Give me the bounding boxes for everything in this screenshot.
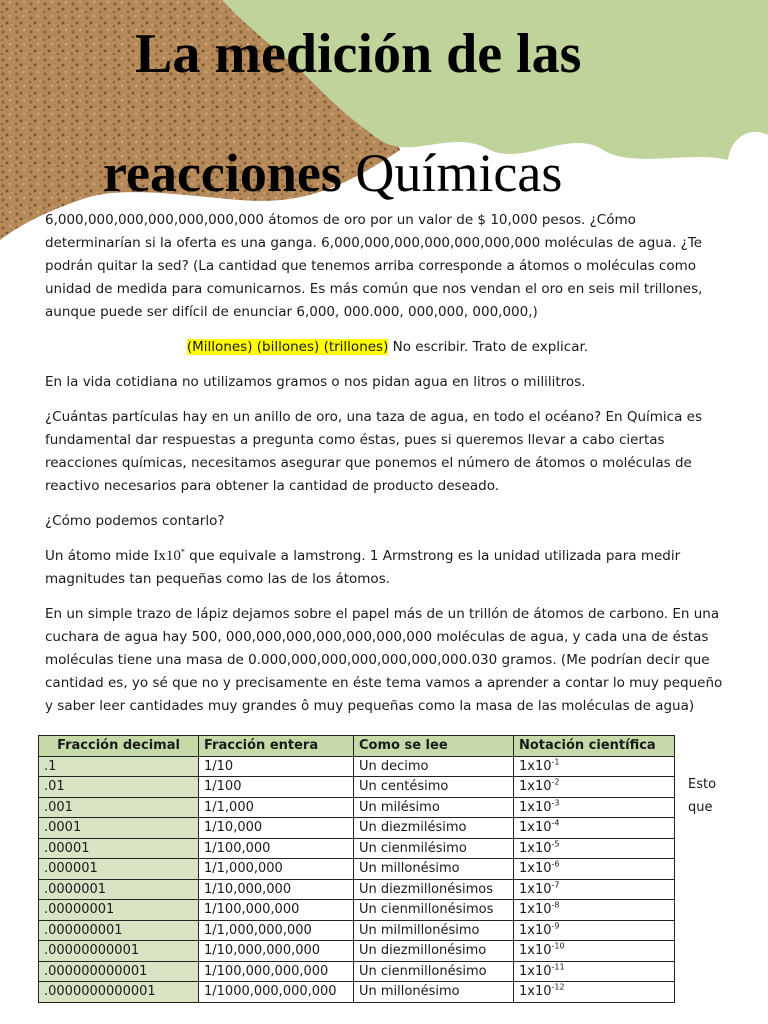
cell-integer-fraction: 1/100 [199,777,354,798]
table-header-row [39,736,675,757]
paragraph-daily-life: En la vida cotidiana no utilizamos gramos o nos pidan agua en litros o mililitros. [45,374,586,390]
cell-how-to-read: Un centésimo [354,777,514,798]
cell-decimal-fraction: .00000001 [39,900,199,921]
paragraph-pencil: En un simple trazo de lápiz dejamos sobre el papel más de un trillón de átomos de carbono. En una cuchara de agua hay 500, 000,000,000,000,000,000,000 moléculas de agua, y cada una de éstas moléculas tiene una masa de 0.000,000,000,000,000,000,000.030 gramos. (Me podrían decir que cantidad es, yo sé que no y precisamente en éste tema vamos a aprender a contar lo muy pequeño y saber leer cantidades muy grandes ô muy pequeñas como la masa de las moléculas de agua) [45,606,723,714]
highlight-line-rest: No escribir. Trato de explicar. [388,339,589,355]
cell-decimal-fraction: .00000000001 [39,941,199,962]
cell-integer-fraction: 1/10,000 [199,818,354,839]
cell-how-to-read: Un diezmillonésimo [354,941,514,962]
cell-integer-fraction: 1/100,000,000 [199,900,354,921]
atom-size-value: Ix10 [153,548,181,564]
table-row [39,818,675,839]
cell-scientific-notation: $1x10^{-6}$ [514,859,675,880]
cell-scientific-notation: $1x10^{-3}$ [514,797,675,818]
cell-scientific-notation: $1x10^{-2}$ [514,777,675,798]
table-row [39,777,675,798]
paragraph-intro: 6,000,000,000,000,000,000,000 átomos de oro por un valor de $ 10,000 pesos. ¿Cómo determinarían si la oferta es una ganga. 6,000,000,000,000,000,000,000 moléculas de agua. ¿Te podrán quitar la sed? (La cantidad que tenemos arriba corresponde a átomos o moléculas como unidad de medida para comunicarnos. Es más común que nos vendan el oro en seis mil trillones, aunque puede ser difícil de enunciar 6,000, 000.000, 000,000, 000,000,) [45,212,703,320]
table-row [39,982,675,1003]
header-decimal-fraction: Fracción decimal [39,736,199,757]
table-row [39,961,675,982]
highlighted-text: (Millones) (billones) (trillones) [186,339,389,355]
table-row [39,756,675,777]
title-word-reacciones: reacciones [103,143,342,200]
title-line-1: La medición de las [135,23,582,85]
header-how-to-read: Como se lee [354,736,514,757]
cell-scientific-notation: $1x10^{-10}$ [514,941,675,962]
cell-integer-fraction: 1/100,000 [199,838,354,859]
cell-decimal-fraction: .000000000001 [39,961,199,982]
cell-integer-fraction: 1/10 [199,756,354,777]
table-row [39,838,675,859]
cell-decimal-fraction: .001 [39,797,199,818]
cell-scientific-notation: $1x10^{-8}$ [514,900,675,921]
cell-scientific-notation: $1x10^{-1}$ [514,756,675,777]
header-scientific-notation: Notación científica [514,736,675,757]
paragraph-question: ¿Cómo podemos contarlo? [45,513,225,529]
cell-decimal-fraction: .000000001 [39,920,199,941]
title-word-quimicas: Químicas [341,143,563,200]
cell-integer-fraction: 1/100,000,000,000 [199,961,354,982]
side-note-line-2: que [688,800,713,815]
cell-decimal-fraction: .0001 [39,818,199,839]
table-row [39,920,675,941]
table-row [39,879,675,900]
table-row [39,900,675,921]
cell-how-to-read: Un cienmillonésimo [354,961,514,982]
cell-how-to-read: Un diezmillonésimos [354,879,514,900]
cell-how-to-read: Un decimo [354,756,514,777]
cell-integer-fraction: 1/10,000,000,000 [199,941,354,962]
page-title [0,0,768,200]
cell-decimal-fraction: .01 [39,777,199,798]
cell-scientific-notation: $1x10^{-11}$ [514,961,675,982]
table-row [39,859,675,880]
title-line-2 [103,142,562,200]
cell-how-to-read: Un millonésimo [354,859,514,880]
cell-how-to-read: Un milésimo [354,797,514,818]
cell-integer-fraction: 1/1,000,000 [199,859,354,880]
cell-scientific-notation: $1x10^{-7}$ [514,879,675,900]
cell-scientific-notation: $1x10^{-4}$ [514,818,675,839]
cell-scientific-notation: $1x10^{-12}$ [514,982,675,1003]
fractions-table [38,735,675,1003]
side-note [688,773,716,819]
cell-scientific-notation: $1x10^{-5}$ [514,838,675,859]
paragraph-atom-size: Un átomo mide Ix10* que equivale a lamstrong. 1 Armstrong es la unidad utilizada para medir magnitudes tan pequeñas como las de los átomos. [45,547,681,587]
document-body [45,209,730,730]
highlight-line [45,336,730,359]
paragraph-particles: ¿Cuántas partículas hay en un anillo de oro, una taza de agua, en todo el océano? En Química es fundamental dar respuestas a pregunta como éstas, pues si queremos llevar a cabo ciertas reacciones químicas, necesitamos asegurar que ponemos el número de átomos o moléculas de reactivo necesarios para obtener la cantidad de producto deseado. [45,409,703,494]
cell-integer-fraction: 1/10,000,000 [199,879,354,900]
cell-integer-fraction: 1/1,000,000,000 [199,920,354,941]
cell-decimal-fraction: .1 [39,756,199,777]
cell-decimal-fraction: .000001 [39,859,199,880]
cell-how-to-read: Un cienmillonésimos [354,900,514,921]
side-note-line-1: Esto [688,777,717,792]
cell-how-to-read: Un cienmilésimo [354,838,514,859]
cell-scientific-notation: $1x10^{-9}$ [514,920,675,941]
table-row [39,941,675,962]
cell-how-to-read: Un milmillonésimo [354,920,514,941]
cell-how-to-read: Un millonésimo [354,982,514,1003]
cell-decimal-fraction: .00001 [39,838,199,859]
cell-how-to-read: Un diezmilésimo [354,818,514,839]
cell-integer-fraction: 1/1,000 [199,797,354,818]
header-integer-fraction: Fracción entera [199,736,354,757]
cell-decimal-fraction: .0000000000001 [39,982,199,1003]
cell-integer-fraction: 1/1000,000,000,000 [199,982,354,1003]
table-row [39,797,675,818]
cell-decimal-fraction: .0000001 [39,879,199,900]
